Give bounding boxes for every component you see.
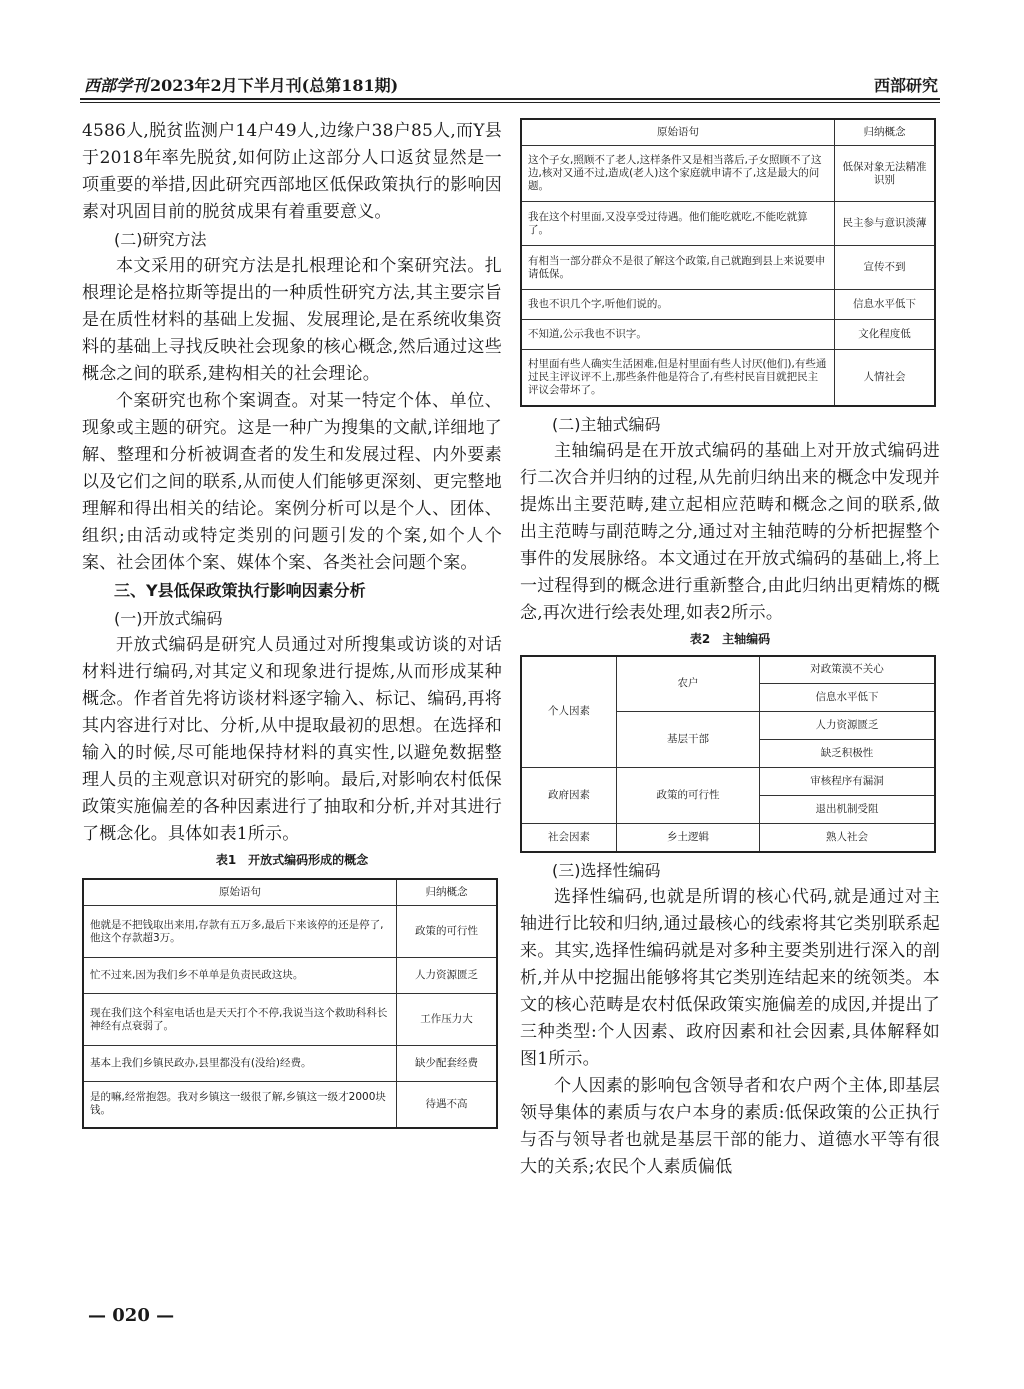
table-cell: 农户 <box>617 656 760 712</box>
table1 <box>82 878 498 1129</box>
table-row <box>521 146 935 202</box>
paragraph: 4586人,脱贫监测户14户49人,边缘户38户85人,而Y县于2018年率先脱贫,如何防止这部分人口返贫显然是一项重要的举措,因此研究西部地区低保政策执行的影响因素对巩固目前的脱贫成果有着重要意义。 <box>82 121 502 222</box>
table-cell: 人情社会 <box>835 350 936 406</box>
table-cell: 工作压力大 <box>397 994 498 1046</box>
header-rule-thin <box>80 102 940 103</box>
table-cell: 缺乏积极性 <box>760 740 936 768</box>
table-cell: 待遇不高 <box>397 1082 498 1128</box>
table-cell: 人力资源匮乏 <box>397 958 498 994</box>
paragraph: 个人因素的影响包含领导者和农户两个主体,即基层领导集体的素质与农户本身的素质:低保政策的公正执行与否与领导者也就是基层干部的能力、道德水平等有很大的关系;农民个人素质偏低 <box>520 1075 940 1177</box>
table-header-row <box>521 119 935 146</box>
table-row <box>83 1046 497 1082</box>
table-cell: 村里面有些人确实生活困难,但是村里面有些人讨厌(他们),有些通过民主评议评不上,那些条件他是符合了,有些村民盲目就把民主评议会带坏了。 <box>521 350 835 406</box>
table-cell: 宣传不到 <box>835 246 936 290</box>
table-row <box>521 320 935 350</box>
table-cell: 我在这个村里面,又没享受过待遇。他们能吃就吃,不能吃就算了。 <box>521 202 835 246</box>
table-row <box>83 994 497 1046</box>
subheading-open-coding: (一)开放式编码 <box>114 609 223 628</box>
table-cell: 现在我们这个科室电话也是天天打个不停,我说当这个救助科科长神经有点衰弱了。 <box>83 994 397 1046</box>
table-cell: 政策的可行性 <box>397 906 498 958</box>
table-row <box>521 290 935 320</box>
journal-logo: 西部学刊 <box>84 76 149 95</box>
table-header: 原始语句 <box>83 879 397 906</box>
table2 <box>520 655 936 853</box>
table-row <box>83 906 497 958</box>
table-cell: 忙不过来,因为我们乡不单单是负责民政这块。 <box>83 958 397 994</box>
table-cell: 基层干部 <box>617 712 760 768</box>
table-cell: 我也不识几个字,听他们说的。 <box>521 290 835 320</box>
table-row <box>83 1082 497 1128</box>
journal-header <box>84 73 398 96</box>
issue-info: 2023年2月下半月刊(总第181期) <box>150 76 399 95</box>
table-cell: 退出机制受阻 <box>760 796 936 824</box>
table-cell: 审核程序有漏洞 <box>760 768 936 796</box>
table-cell: 低保对象无法精准识别 <box>835 146 936 202</box>
table-cell: 对政策漠不关心 <box>760 656 936 684</box>
table-cell: 乡土逻辑 <box>617 824 760 852</box>
table-cell: 个人因素 <box>521 656 617 768</box>
left-column <box>82 118 502 1129</box>
table-row <box>521 350 935 406</box>
table-cell: 有相当一部分群众不是很了解这个政策,自己就跑到县上来说要申请低保。 <box>521 246 835 290</box>
table-cell: 这个子女,照顾不了老人,这样条件又是相当落后,子女照顾不了这边,核对又通不过,造成(老人)这个家庭就申请不了,这是最大的问题。 <box>521 146 835 202</box>
table2-caption: 表2 主轴编码 <box>689 631 771 646</box>
subheading-selective-coding: (三)选择性编码 <box>552 860 661 880</box>
table-row <box>521 246 935 290</box>
subheading-methods: (二)研究方法 <box>114 230 207 249</box>
table-cell: 政府因素 <box>521 768 617 824</box>
header-rule <box>80 98 940 100</box>
table-cell: 信息水平低下 <box>760 684 936 712</box>
table-cell: 熟人社会 <box>760 824 936 852</box>
table-cell: 信息水平低下 <box>835 290 936 320</box>
table-row <box>83 958 497 994</box>
table-cell: 是的嘛,经常抱怨。我对乡镇这一级很了解,乡镇这一级才2000块钱。 <box>83 1082 397 1128</box>
table-row <box>521 656 935 684</box>
table-header: 归纳概念 <box>835 119 936 146</box>
paragraph: 选择性编码,也就是所谓的核心代码,就是通过对主轴进行比较和归纳,通过最核心的线索将其它类别联系起来。其实,选择性编码就是对多种主要类别进行深入的剖析,并从中挖掘出能够将其它类别连结起来的统领类。本文的核心范畴是农村低保政策实施偏差的成因,并提出了三种类型:个人因素、政府因素和社会因素,具体解释如图1所示。 <box>520 886 940 1069</box>
right-column <box>520 118 940 1181</box>
table-cell: 文化程度低 <box>835 320 936 350</box>
table-cell: 他就是不把钱取出来用,存款有五万多,最后下来该停的还是停了,他这个存款超3万。 <box>83 906 397 958</box>
table1-continued <box>520 118 936 407</box>
table-header-row <box>83 879 497 906</box>
page-number: — 020 — <box>88 1305 175 1326</box>
table-cell: 不知道,公示我也不识字。 <box>521 320 835 350</box>
paragraph: 主轴编码是在开放式编码的基础上对开放式编码进行二次合并归纳的过程,从先前归纳出来的概念中发现并提炼出主要范畴,建立起相应范畴和概念之间的联系,做出主范畴与副范畴之分,通过对主轴范畴的分析把握整个事件的发展脉络。本文通过在开放式编码的基础上,将上一过程得到的概念进行重新整合,由此归纳出更精炼的概念,再次进行绘表处理,如表2所示。 <box>520 440 940 623</box>
paragraph: 开放式编码是研究人员通过对所搜集或访谈的对话材料进行编码,对其定义和现象进行提炼,从而形成某种概念。作者首先将访谈材料逐字输入、标记、编码,再将其内容进行对比、分析,从中提取最初的思想。在选择和输入的时候,尽可能地保持材料的真实性,以避免数据整理人员的主观意识对研究的影响。最后,对影响农村低保政策实施偏差的各种因素进行了抽取和分析,并对其进行了概念化。具体如表1所示。 <box>82 635 502 844</box>
table-row <box>521 202 935 246</box>
table-cell: 缺少配套经费 <box>397 1046 498 1082</box>
table-row <box>521 824 935 852</box>
table-header: 归纳概念 <box>397 879 498 906</box>
table-cell: 基本上我们乡镇民政办,县里都没有(没给)经费。 <box>83 1046 397 1082</box>
section-title: 西部研究 <box>873 76 938 95</box>
table-header: 原始语句 <box>521 119 835 146</box>
section-heading: 三、Y县低保政策执行影响因素分析 <box>114 581 366 600</box>
paragraph: 个案研究也称个案调查。对某一特定个体、单位、现象或主题的研究。这是一种广为搜集的文献,详细地了解、整理和分析被调查者的发生和发展过程、内外要素以及它们之间的联系,从而使人们能够更深刻、更完整地理解和得出相关的结论。案例分析可以是个人、团体、组织;由活动或特定类别的问题引发的个案,如个人个案、社会团体个案、媒体个案、各类社会问题个案。 <box>82 391 502 573</box>
table1-caption: 表1 开放式编码形成的概念 <box>215 853 369 867</box>
table-cell: 政策的可行性 <box>617 768 760 824</box>
table-cell: 民主参与意识淡薄 <box>835 202 936 246</box>
subheading-axial-coding: (二)主轴式编码 <box>552 414 661 434</box>
paragraph: 本文采用的研究方法是扎根理论和个案研究法。扎根理论是格拉斯等提出的一种质性研究方法,其主要宗旨是在质性材料的基础上发掘、发展理论,是在系统收集资料的基础上寻找反映社会现象的核心概念,然后通过这些概念之间的联系,建构相关的社会理论。 <box>82 256 502 384</box>
table-cell: 人力资源匮乏 <box>760 712 936 740</box>
table-cell: 社会因素 <box>521 824 617 852</box>
table-row <box>521 768 935 796</box>
